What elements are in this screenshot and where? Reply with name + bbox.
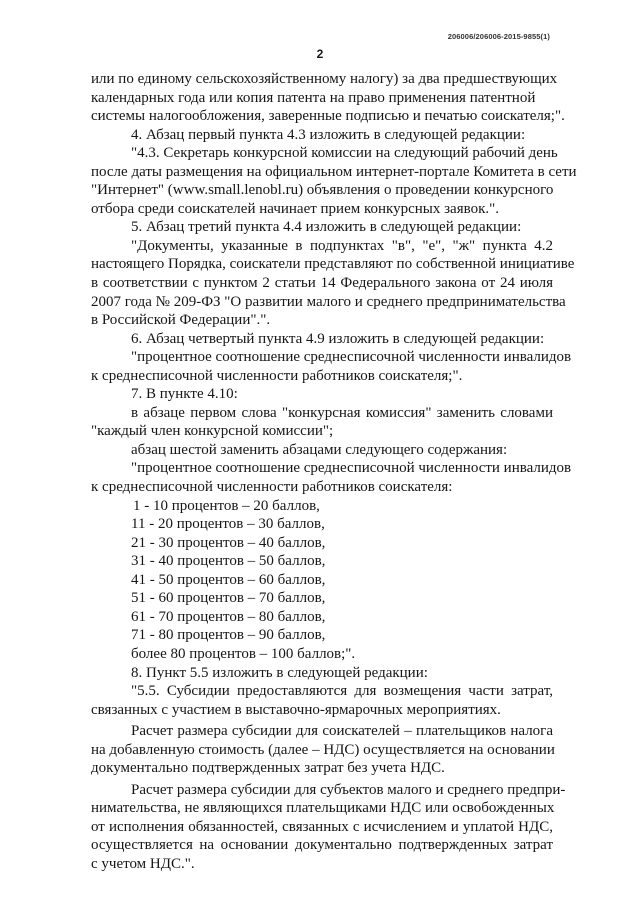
document-id: 206006/206006-2015-9855(1) bbox=[447, 32, 550, 41]
text-line: системы налогообложения, заверенные подписью и печатью соискателя;". bbox=[91, 108, 565, 125]
text-line: 2007 года № 209-ФЗ "О развитии малого и среднего предпринимательства bbox=[91, 293, 566, 310]
text-line: календарных года или копия патента на право применения патентной bbox=[91, 89, 536, 106]
text-line: нимательства, не являющихся плательщиками НДС или освобожденных bbox=[91, 800, 555, 817]
score-line: 1 - 10 процентов – 20 баллов, bbox=[133, 497, 320, 514]
text-line: Расчет размера субсидии для соискателей – плательщиков налога bbox=[131, 723, 553, 740]
text-line: отбора среди соискателей начинает прием конкурсных заявок.". bbox=[91, 200, 500, 217]
score-line: 41 - 50 процентов – 60 баллов, bbox=[131, 571, 326, 588]
text-line: к среднесписочной численности работников соискателя;". bbox=[91, 367, 463, 384]
paragraph-heading: 8. Пункт 5.5 изложить в следующей редакции: bbox=[131, 664, 428, 681]
text-line: к среднесписочной численности работников соискателя: bbox=[91, 479, 453, 496]
text-line: в Российской Федерации".". bbox=[91, 312, 271, 329]
text-line: от исполнения обязанностей, связанных с исчислением и уплатой НДС, bbox=[91, 818, 553, 835]
paragraph-heading: 4. Абзац первый пункта 4.3 изложить в следующей редакции: bbox=[131, 126, 526, 143]
text-line: "Документы, указанные в подпунктах "в", "е", "ж" пункта 4.2 bbox=[131, 237, 553, 254]
paragraph-heading: 5. Абзац третий пункта 4.4 изложить в следующей редакции: bbox=[131, 219, 522, 236]
score-line: 31 - 40 процентов – 50 баллов, bbox=[131, 553, 326, 570]
score-line: 51 - 60 процентов – 70 баллов, bbox=[131, 590, 326, 607]
score-line: 11 - 20 процентов – 30 баллов, bbox=[131, 516, 325, 533]
paragraph-heading: 7. В пункте 4.10: bbox=[131, 386, 238, 403]
text-line: в соответствии с пунктом 2 статьи 14 Федерального закона от 24 июля bbox=[91, 275, 553, 292]
text-line: "5.5. Субсидии предоставляются для возмещения части затрат, bbox=[131, 683, 553, 700]
text-line: документально подтвержденных затрат без учета НДС. bbox=[91, 760, 445, 777]
text-line: с учетом НДС.". bbox=[91, 855, 195, 872]
text-line: связанных с участием в выставочно-ярмарочных мероприятиях. bbox=[91, 701, 501, 718]
text-line: "каждый член конкурсной комиссии"; bbox=[91, 423, 334, 440]
text-line: "процентное соотношение среднесписочной численности инвалидов bbox=[131, 349, 572, 366]
document-body bbox=[91, 70, 577, 874]
score-line: более 80 процентов – 100 баллов;". bbox=[131, 645, 356, 662]
text-line: абзац шестой заменить абзацами следующего содержания: bbox=[131, 441, 508, 458]
text-line: "4.3. Секретарь конкурсной комиссии на следующий рабочий день bbox=[131, 145, 558, 162]
text-line: или по единому сельскохозяйственному налогу) за два предшествующих bbox=[91, 71, 558, 87]
text-line: "процентное соотношение среднесписочной численности инвалидов bbox=[131, 460, 572, 477]
score-line: 21 - 30 процентов – 40 баллов, bbox=[131, 534, 326, 551]
score-line: 61 - 70 процентов – 80 баллов, bbox=[131, 608, 326, 625]
text-line: после даты размещения на официальном интернет-портале Комитета в сети bbox=[91, 163, 577, 180]
score-line: 71 - 80 процентов – 90 баллов, bbox=[131, 627, 326, 644]
text-line: Расчет размера субсидии для субъектов малого и среднего предпри- bbox=[131, 781, 566, 798]
text-line: в абзаце первом слова "конкурсная комиссия" заменить словами bbox=[131, 404, 553, 421]
text-line: на добавленную стоимость (далее – НДС) осуществляется на основании bbox=[91, 741, 555, 758]
paragraph-heading: 6. Абзац четвертый пункта 4.9 изложить в следующей редакции: bbox=[131, 330, 545, 347]
text-line: осуществляется на основании документально подтвержденных затрат bbox=[91, 837, 553, 854]
text-line: настоящего Порядка, соискатели представляют по собственной инициативе bbox=[91, 256, 575, 273]
page-number: 2 bbox=[316, 47, 324, 61]
text-line: "Интернет" (www.small.lenobl.ru) объявления о проведении конкурсного bbox=[91, 182, 554, 199]
